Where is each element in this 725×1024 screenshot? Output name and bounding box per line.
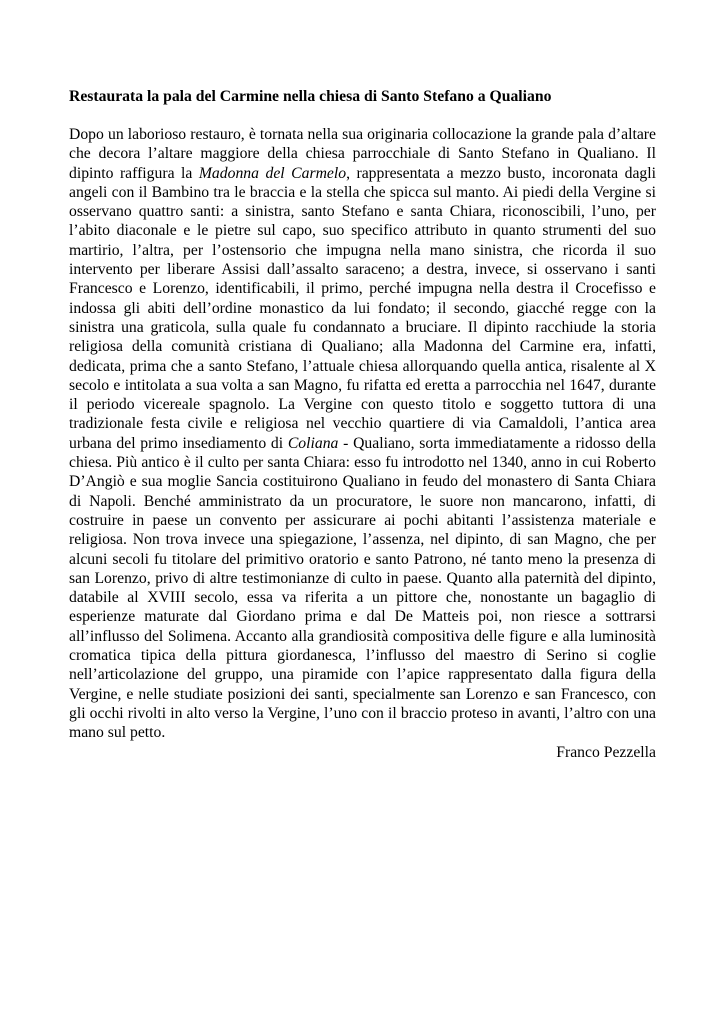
- body-segment: - Qualiano, sorta immediatamente a ridosso della chiesa. Più antico è il culto per santa Chiara: esso fu introdotto nel 1340, anno in cui Roberto D’Angiò e sua moglie Sancia costituirono Qualiano in feudo del monastero di Santa Chiara di Napoli. Benché amministrato da un procuratore, le suore non mancarono, infatti, di costruire in paese un convento per assicurare ai pochi abitanti l’assistenza materiale e religiosa. Non trova invece una spiegazione, l’assenza, nel dipinto, di san Magno, che per alcuni secoli fu titolare del primitivo oratorio e santo Patrono, né tanto meno la presenza di san Lorenzo, privo di altre testimonianze di culto in paese. Quanto alla paternità del dipinto, databile al XVIII secolo, essa va riferita a un pittore che, nonostante un bagaglio di esperienze maturate dal Giordano prima e dal De Matteis poi, non riesce a sottrarsi all’influsso del Solimena. Accanto alla grandiosità compositiva delle figure e alla luminosità cromatica tipica della pittura giordanesca, l’influsso del maestro di Serino si coglie nell’articolazione del gruppo, una piramide con l’apice rappresentato dalla figura della Vergine, e nelle studiate posizioni dei santi, specialmente san Lorenzo e san Francesco, con gli occhi rivolti in alto verso la Vergine, l’uno con il braccio proteso in avanti, l’altro con una mano sul petto.: [69, 434, 656, 742]
- place-name-italic: Coliana: [287, 434, 339, 452]
- author-signature: Franco Pezzella: [556, 743, 656, 761]
- article-title: Restaurata la pala del Carmine nella chiesa di Santo Stefano a Qualiano: [69, 88, 552, 105]
- body-segment: Dopo un laborioso restauro, è tornata nella sua originaria collocazione la grande pala d’altare che decora l’altare maggiore della chiesa parrocchiale di Santo Stefano in Qualiano. Il dipinto raffigura la: [69, 126, 656, 182]
- artwork-title: Madonna del Carmelo: [198, 164, 347, 182]
- body-segment: , rappresentata a mezzo busto, incoronata dagli angeli con il Bambino tra le braccia e la stella che spicca sul manto. Ai piedi della Vergine si osservano quattro santi: a sinistra, santo Stefano e santa Chiara, riconoscibili, l’uno, per l’abito diaconale e le pietre sul capo, suo specifico attributo in quanto strumenti del suo martirio, l’altra, per l’ostensorio che impugna nella mano sinistra, che ricorda il suo intervento per liberare Assisi dall’assalto saraceno; a destra, invece, si osservano i santi Francesco e Lorenzo, identificabili, il primo, perché impugna nella destra il Crocefisso e indossa gli abiti dell’ordine monastico da lui fondato; il secondo, giacché regge con la sinistra una graticola, sulla quale fu condannato a bruciare. Il dipinto racchiude la storia religiosa della comunità cristiana di Qualiano; alla Madonna del Carmine era, infatti, dedicata, prima che a santo Stefano, l’attuale chiesa allorquando quella antica, risalente al X secolo e intitolata a sua volta a san Magno, fu rifatta ed eretta a parrocchia nel 1647, durante il periodo vicereale spagnolo. La Vergine con questo titolo e soggetto tuttora di una tradizionale festa civile e religiosa nel vecchio quartiere di via Camaldoli, l’antica area urbana del primo insediamento di: [69, 164, 656, 452]
- document-page: [69, 82, 656, 762]
- article-body: [69, 125, 656, 743]
